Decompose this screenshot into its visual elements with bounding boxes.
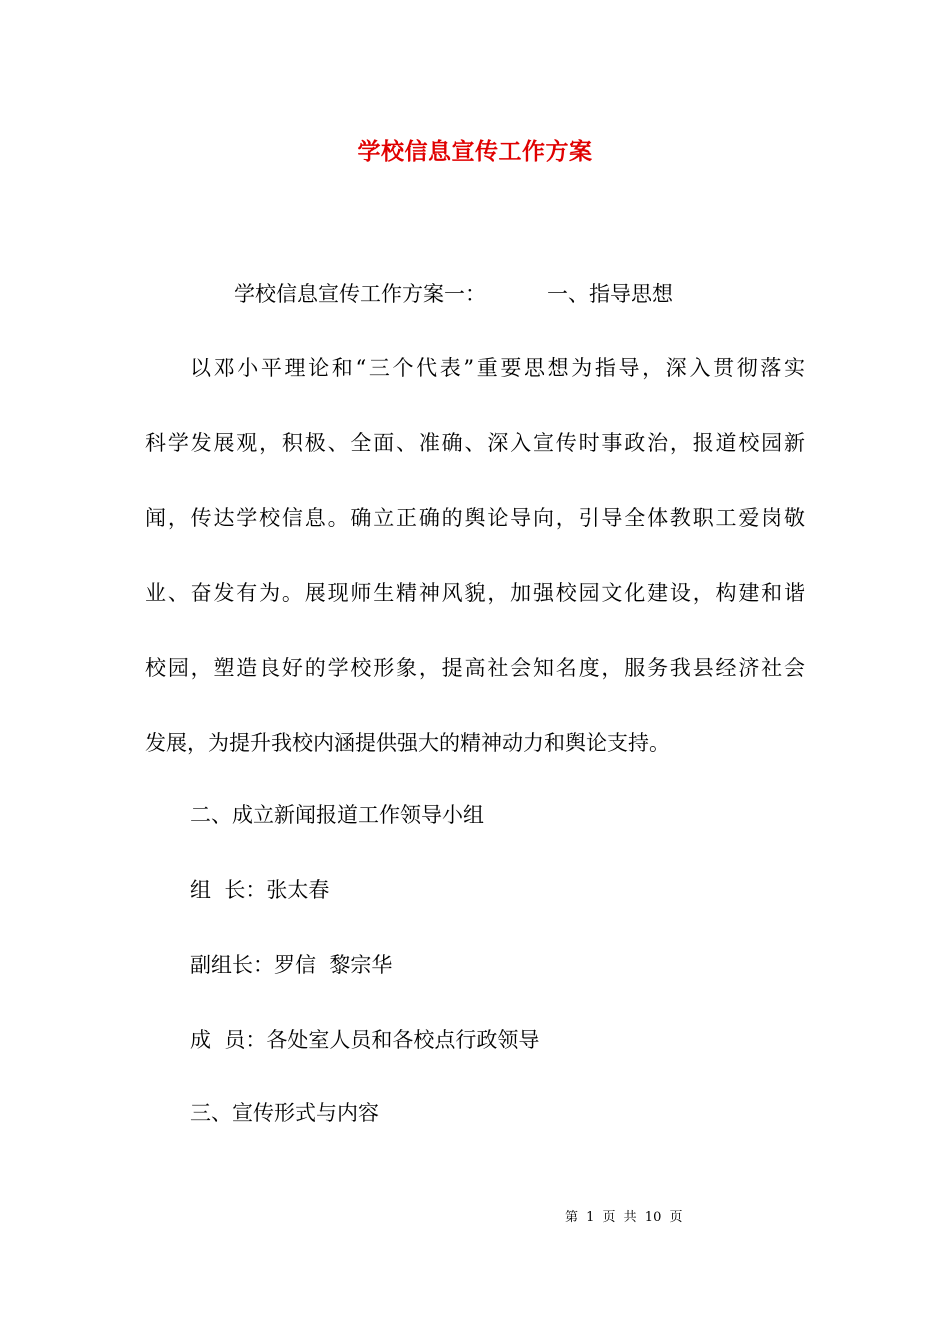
paragraph-line: 以邓小平理论和“三个代表”重要思想为指导，深入贯彻落实	[190, 356, 805, 380]
paragraph-line: 校园，塑造良好的学校形象，提高社会知名度，服务我县经济社会	[145, 656, 805, 680]
paragraph-line: 闻，传达学校信息。确立正确的舆论导向，引导全体教职工爱岗敬	[145, 506, 805, 530]
page-footer: 第 1 页 共 10 页	[565, 1210, 683, 1225]
section3-heading: 三、宣传形式与内容	[190, 1101, 379, 1125]
intro-heading: 一、指导思想	[547, 282, 673, 306]
document-title: 学校信息宣传工作方案	[357, 138, 593, 165]
paragraph-line: 发展，为提升我校内涵提供强大的精神动力和舆论支持。	[145, 731, 670, 755]
paragraph-line: 科学发展观，积极、全面、准确、深入宣传时事政治，报道校园新	[145, 431, 805, 455]
paragraph-line: 业、奋发有为。展现师生精神风貌，加强校园文化建设，构建和谐	[145, 581, 805, 605]
leader-line: 组 长：张太春	[190, 878, 330, 902]
members-line: 成 员：各处室人员和各校点行政领导	[190, 1028, 540, 1052]
deputy-leader-line: 副组长：罗信 黎宗华	[190, 953, 393, 977]
intro-label: 学校信息宣传工作方案一：	[234, 282, 486, 306]
section2-heading: 二、成立新闻报道工作领导小组	[190, 803, 484, 827]
